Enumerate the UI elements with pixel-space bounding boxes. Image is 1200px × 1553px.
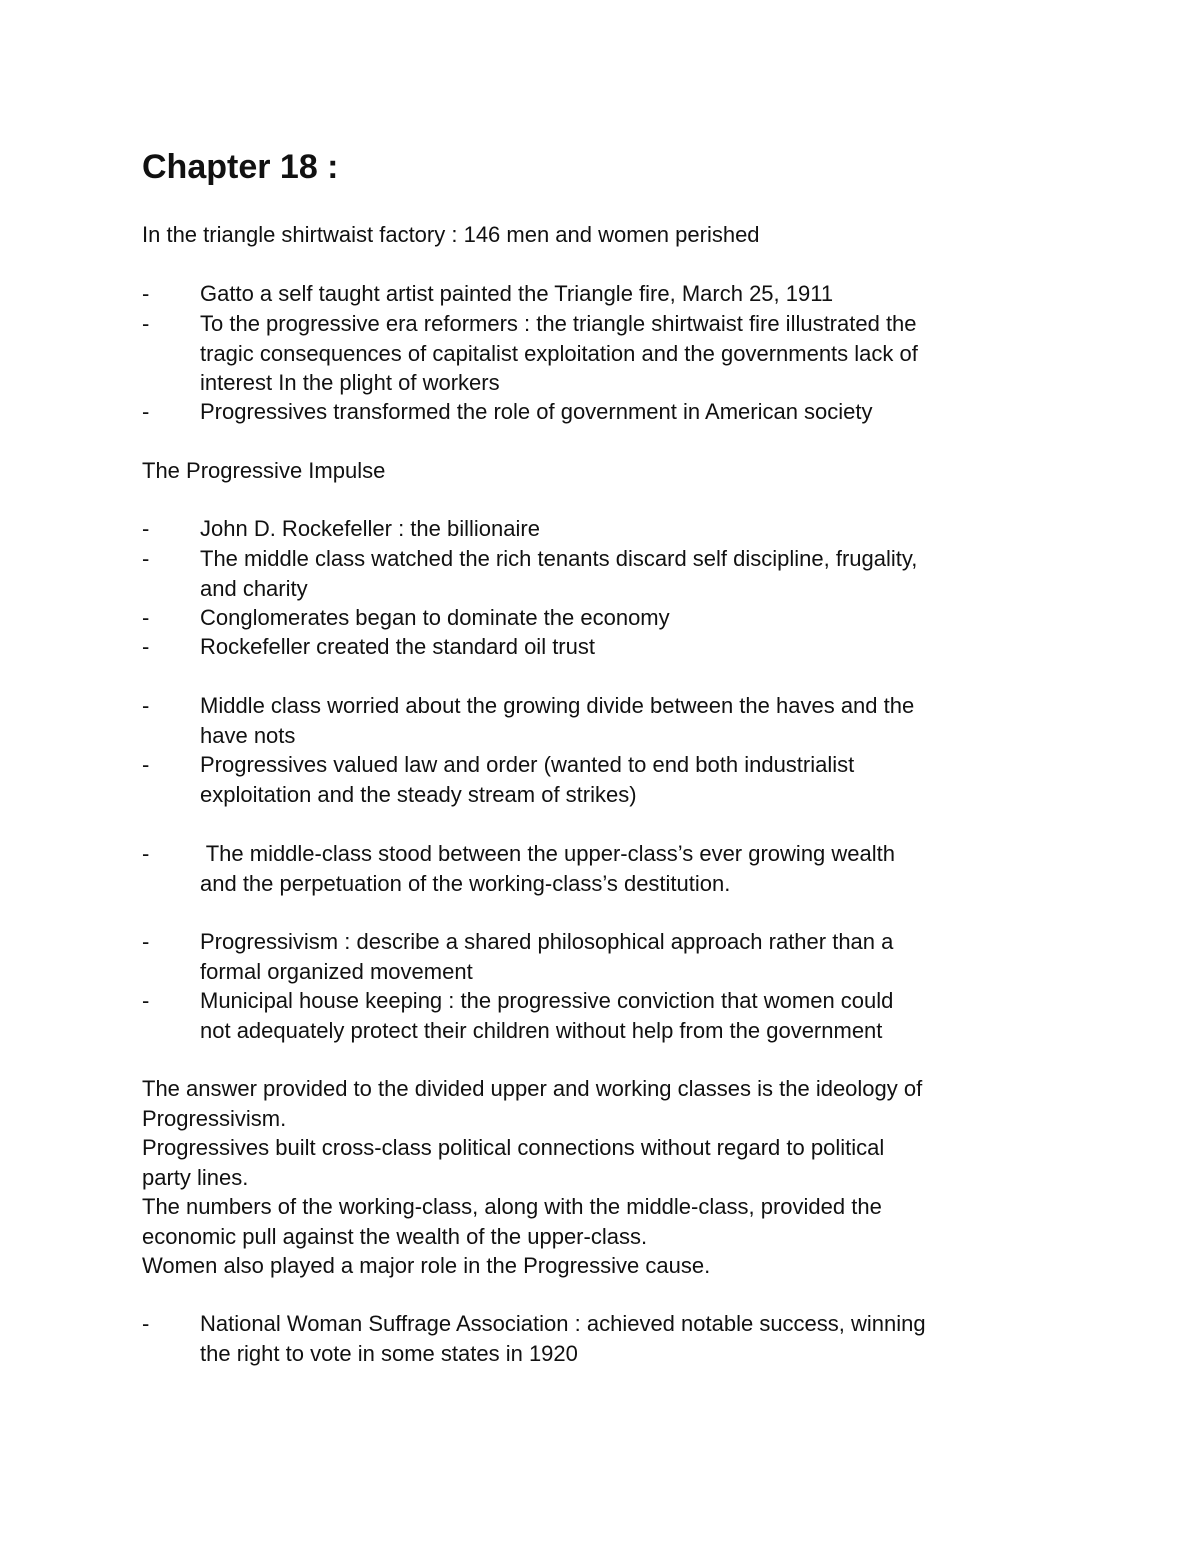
bullet-marker: - [142,281,150,306]
list-item-text: Conglomerates began to dominate the economy [200,605,670,630]
section-heading: The Progressive Impulse [142,458,386,483]
bullet-marker: - [142,1311,150,1336]
list-item-text: The middle-class stood between the upper-class’s ever growing wealth and the perpetuation of the working-class’s destitution. [200,841,895,896]
bullet-marker: - [142,399,150,424]
list-item-text: Gatto a self taught artist painted the Triangle fire, March 25, 1911 [200,281,834,306]
bullet-marker: - [142,516,150,541]
list-item-text: National Woman Suffrage Association : achieved notable success, winning the right to vote in some states in 1920 [200,1311,926,1366]
list-item-text: Progressivism : describe a shared philosophical approach rather than a formal organized movement [200,929,894,984]
bullet-marker: - [142,311,150,336]
list-item-text: Middle class worried about the growing divide between the haves and the have nots [200,693,915,748]
list-item-text: Progressives valued law and order (wanted to end both industrialist exploitation and the steady stream of strikes) [200,752,855,807]
list-item-text: Rockefeller created the standard oil trust [200,634,595,659]
bullet-marker: - [142,752,150,777]
bullet-marker: - [142,634,150,659]
list-item-text: John D. Rockefeller : the billionaire [200,516,540,541]
list-item-text: The middle class watched the rich tenants discard self discipline, frugality, and charity [200,546,918,601]
body-paragraph: The answer provided to the divided upper and working classes is the ideology of Progressivism. Progressives built cross-class political connections without regard to political party lines. The numbers of the working-class, along with the middle-class, provided the economic pull against the wealth of the upper-class. Women also played a major role in the Progressive cause. [142,1076,923,1278]
bullet-marker: - [142,546,150,571]
bullet-marker: - [142,988,150,1013]
bullet-marker: - [142,693,150,718]
list-item-text: To the progressive era reformers : the triangle shirtwaist fire illustrated the tragic consequences of capitalist exploitation and the governments lack of interest In the plight of workers [200,311,918,395]
bullet-marker: - [142,841,150,866]
bullet-marker: - [142,929,150,954]
bullet-marker: - [142,605,150,630]
page-title: Chapter 18 : [142,148,339,186]
intro-text: In the triangle shirtwaist factory : 146 men and women perished [142,222,760,247]
list-item-text: Progressives transformed the role of government in American society [200,399,873,424]
list-item-text: Municipal house keeping : the progressive conviction that women could not adequately protect their children without help from the government [200,988,894,1043]
